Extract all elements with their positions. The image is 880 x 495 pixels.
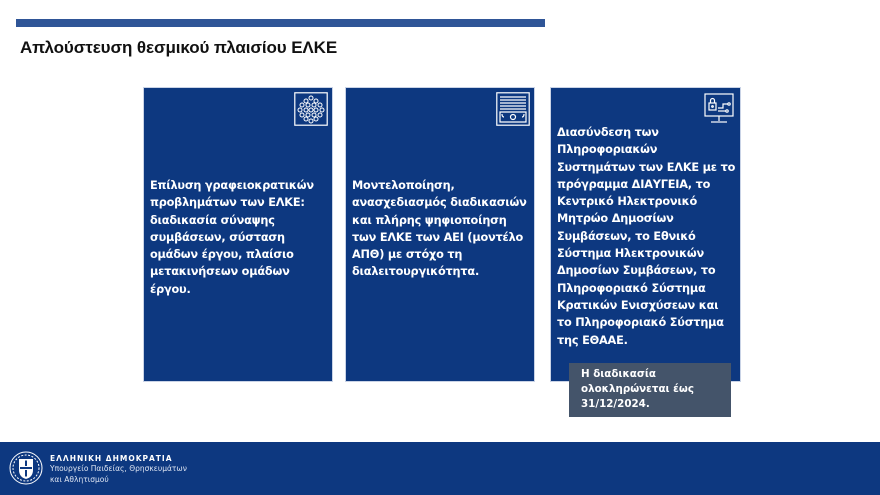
secure-monitor-icon: [702, 92, 736, 126]
footer-subtitle-line1: Υπουργείο Παιδείας, Θρησκευμάτων: [50, 464, 187, 473]
money-stack-icon: [496, 92, 530, 126]
card-text: Μοντελοποίηση, ανασχεδιασμός διαδικασιών και πλήρης ψηφιοποίηση των ΕΛΚΕ των ΑΕΙ (μοντέλο ΑΠΘ) με στόχο τη διαλειτουργικότητα.: [352, 179, 527, 279]
card-text: Επίλυση γραφειοκρατικών προβλημάτων των ΕΛΚΕ: διαδικασία σύναψης συμβάσεων, σύσταση ομάδων έργου, πλαίσιο μετακινήσεων ομάδων έργου.: [150, 179, 314, 296]
card-digitization: [345, 87, 535, 382]
footer-title: ΕΛΛΗΝΙΚΗ ΔΗΜΟΚΡΑΤΙΑ: [50, 454, 173, 463]
deadline-note: Η διαδικασία ολοκληρώνεται έως 31/12/2024.: [569, 363, 731, 417]
card-bureaucracy: [143, 87, 333, 382]
footer-subtitle: [50, 464, 187, 485]
network-icon: [294, 92, 328, 126]
card-text: Διασύνδεση των Πληροφοριακών Συστημάτων των ΕΛΚΕ με το πρόγραμμα ΔΙΑΥΓΕΙΑ, το Κεντρικό Ηλεκτρονικό Μητρώο Δημοσίων Συμβάσεων, το Εθνικό Σύστημα Ηλεκτρονικών Δημοσίων Συμβάσεων, το Πληροφοριακό Σύστημα Κρατικών Ενισχύσεων και το Πληροφοριακό Σύστημα της ΕΘΑΑΕ.: [557, 126, 736, 347]
card-interconnection: [550, 87, 741, 382]
top-accent-bar: [16, 19, 545, 27]
footer: [0, 442, 880, 495]
page-title: Απλούστευση θεσμικού πλαισίου ΕΛΚΕ: [20, 38, 338, 57]
footer-subtitle-line2: και Αθλητισμού: [50, 474, 109, 484]
greek-coat-of-arms-icon: [8, 450, 44, 486]
